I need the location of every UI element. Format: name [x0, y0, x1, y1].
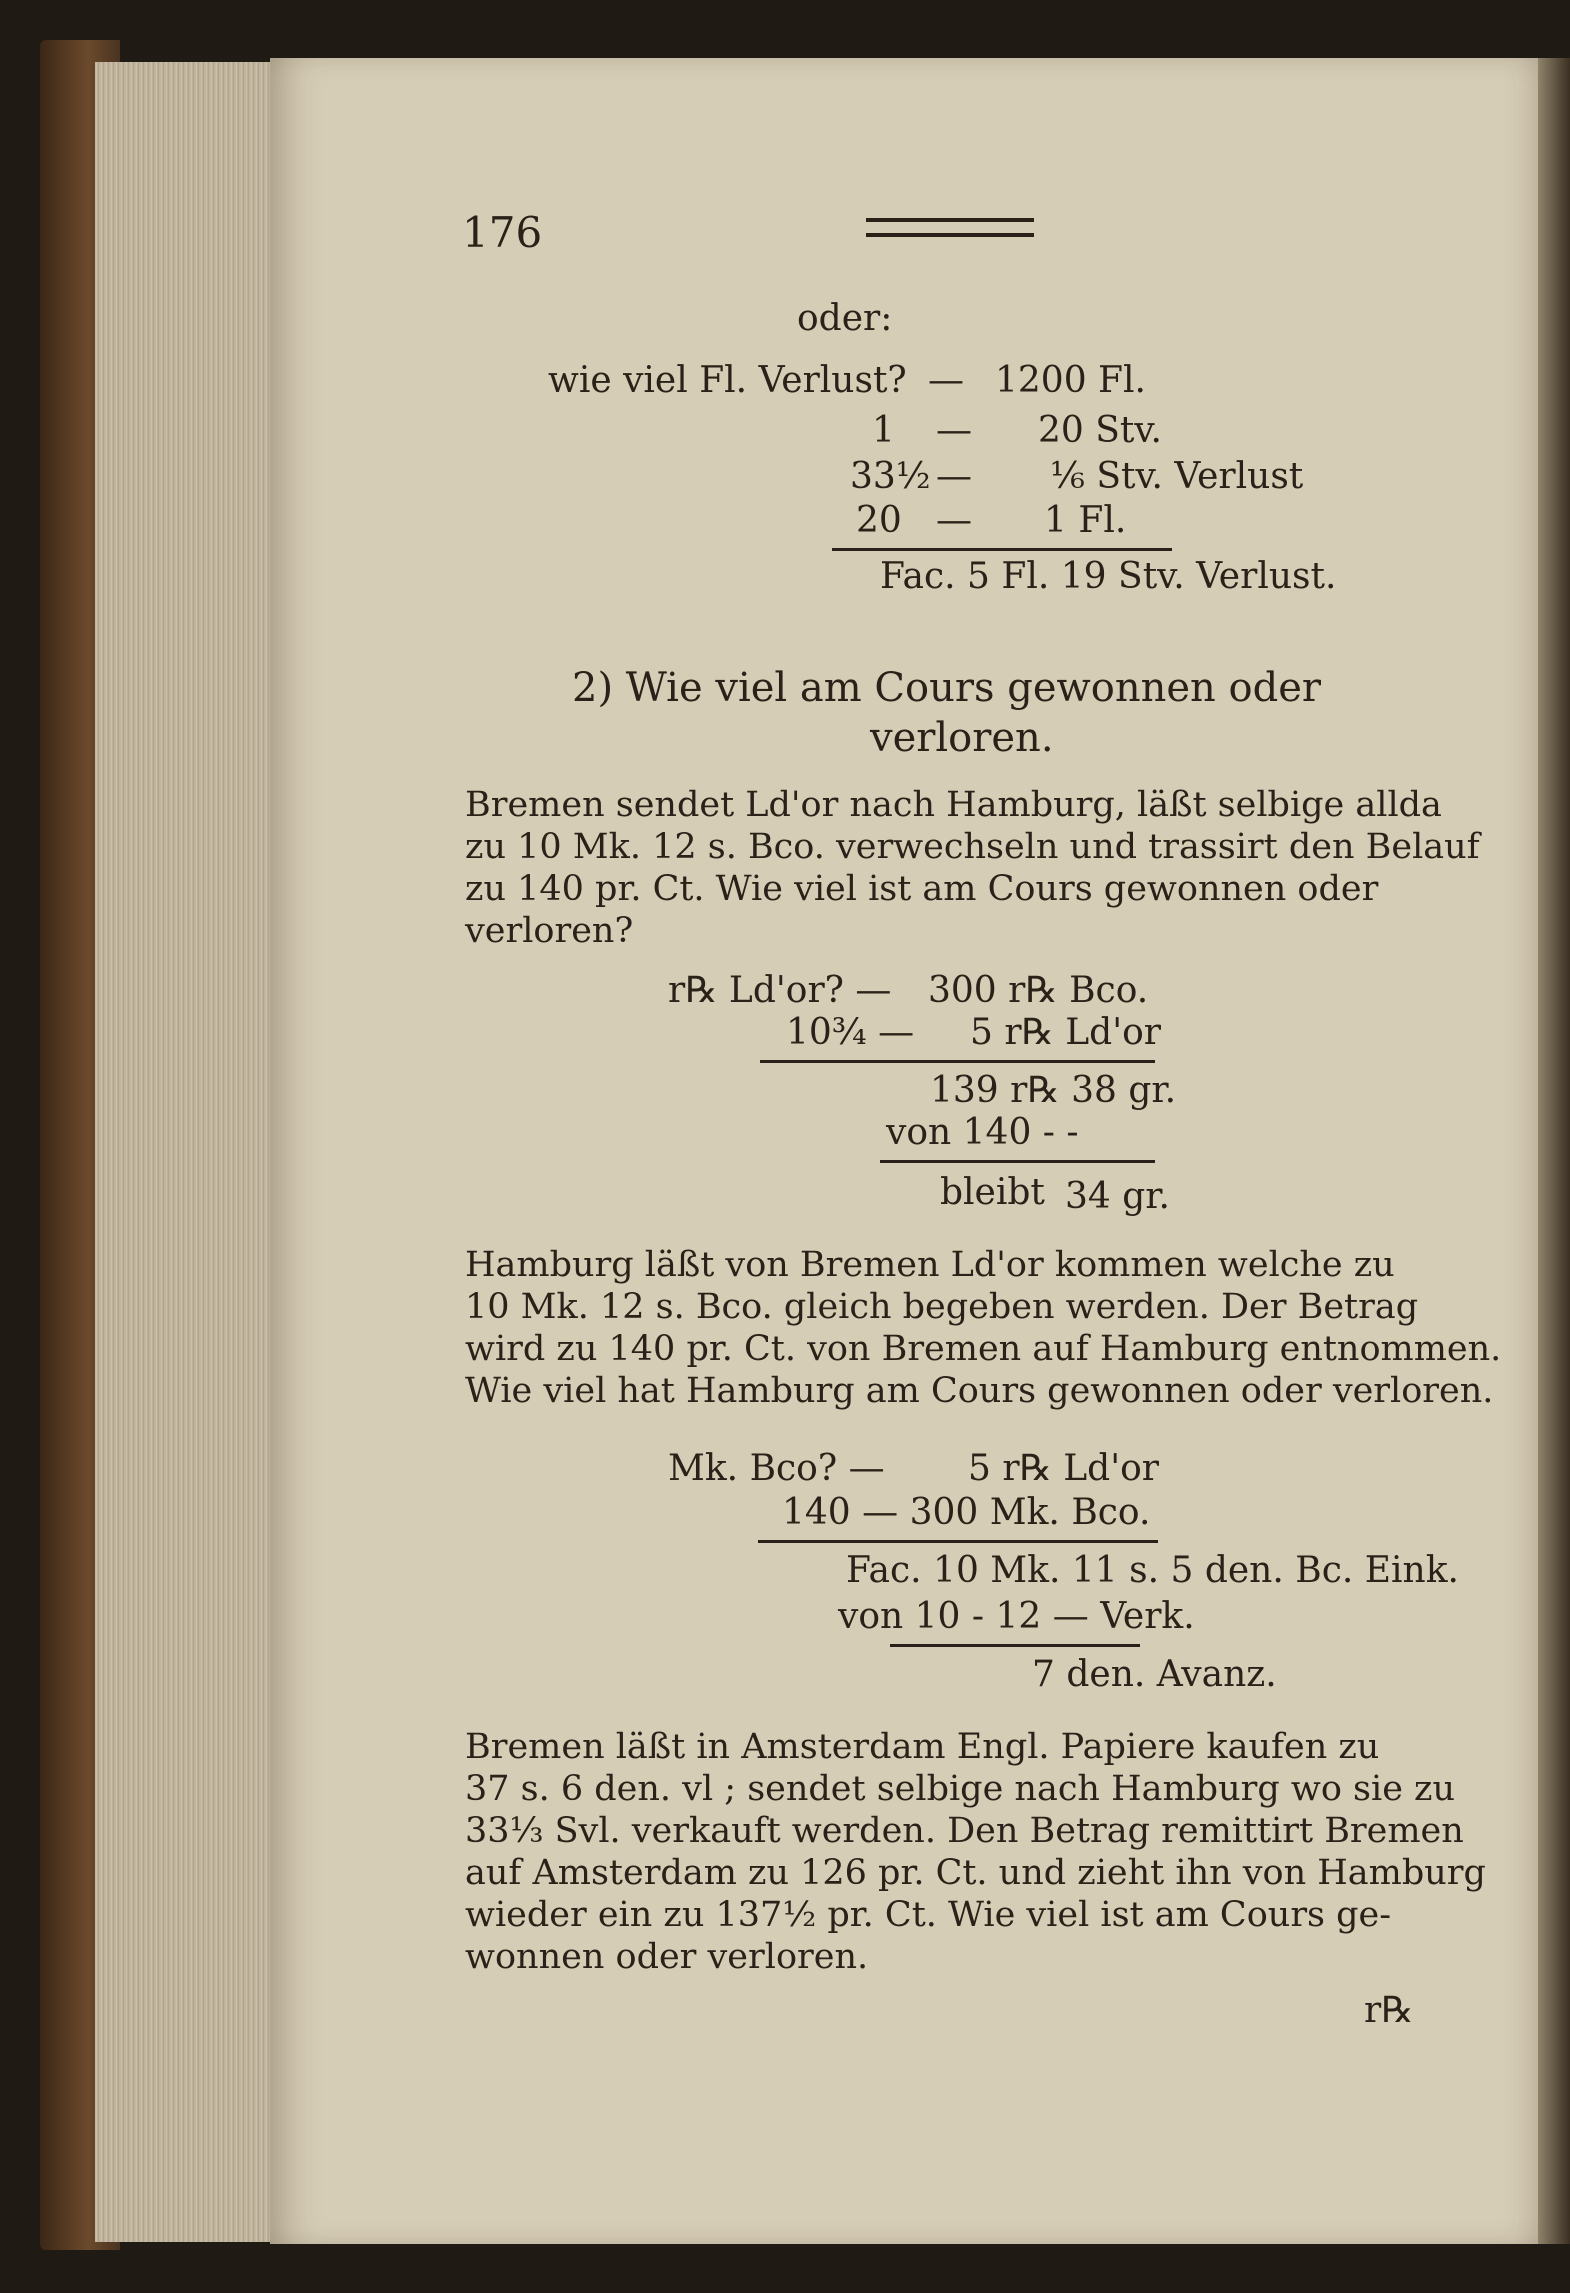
- paragraph-3-line: Bremen läßt in Amsterdam Engl. Papiere kaufen zu: [465, 1727, 1380, 1767]
- calc3-row5: 7 den. Avanz.: [1032, 1654, 1277, 1695]
- calc2-row1-left: r℞ Ld'or? —: [668, 970, 892, 1011]
- calc2-row3: 139 r℞ 38 gr.: [930, 1070, 1177, 1111]
- calc1-row3-dash: —: [936, 500, 972, 541]
- paragraph-2: [465, 1244, 1502, 1412]
- page-gutter: [1538, 58, 1570, 2244]
- paragraph-1-line: zu 140 pr. Ct. Wie viel ist am Cours gewonnen oder: [465, 869, 1379, 909]
- calc1-row0-dash: —: [928, 360, 964, 401]
- calc1-row1-dash: —: [936, 410, 972, 451]
- page-block-edge: [95, 62, 270, 2242]
- calc3-rule-2: [890, 1644, 1140, 1647]
- calc2-row1-right: 300 r℞ Bco.: [928, 970, 1149, 1011]
- calc3-row3: Fac. 10 Mk. 11 s. 5 den. Bc. Eink.: [846, 1550, 1459, 1591]
- paragraph-1-line: verloren?: [465, 911, 634, 951]
- calc3-row4: von 10 - 12 — Verk.: [838, 1596, 1195, 1637]
- calc1-row2-dash: —: [936, 456, 972, 497]
- calc3-row2: 140 — 300 Mk. Bco.: [782, 1492, 1151, 1533]
- calc3-row1-left: Mk. Bco? —: [668, 1448, 885, 1489]
- paragraph-2-line: 10 Mk. 12 s. Bco. gleich begeben werden. Der Betrag: [465, 1287, 1419, 1327]
- calc1-row2-left: 33½: [850, 456, 931, 497]
- catchword: r℞: [1364, 1990, 1414, 2031]
- paragraph-1-line: zu 10 Mk. 12 s. Bco. verwechseln und trassirt den Belauf: [465, 827, 1480, 867]
- paragraph-1-line: Bremen sendet Ld'or nach Hamburg, läßt selbige allda: [465, 785, 1442, 825]
- calc2-rule-1: [760, 1060, 1155, 1063]
- calc1-row0-value: 1200 Fl.: [995, 360, 1146, 401]
- calc2-row4: von 140 - -: [886, 1112, 1079, 1153]
- section-heading-line2: verloren.: [870, 715, 1054, 761]
- paragraph-3-line: 33⅓ Svl. verkauft werden. Den Betrag remittirt Bremen: [465, 1811, 1464, 1851]
- header-ornament: [866, 218, 1034, 237]
- calc1-row1-value: 20 Stv.: [1038, 410, 1162, 451]
- paragraph-3-line: 37 s. 6 den. vl ; sendet selbige nach Hamburg wo sie zu: [465, 1769, 1456, 1809]
- paragraph-3-line: wieder ein zu 137½ pr. Ct. Wie viel ist am Cours ge-: [465, 1895, 1392, 1935]
- paragraph-2-line: Hamburg läßt von Bremen Ld'or kommen welche zu: [465, 1245, 1395, 1285]
- calc2-row2-right: 5 r℞ Ld'or: [970, 1012, 1162, 1053]
- calc1-sum-rule: [832, 548, 1172, 551]
- calc1-row3-left: 20: [856, 500, 902, 541]
- oder-label: oder:: [797, 298, 893, 339]
- calc1-result: Fac. 5 Fl. 19 Stv. Verlust.: [880, 556, 1337, 597]
- calc2-bleibt-value: 34 gr.: [1065, 1176, 1170, 1217]
- paragraph-3-line: wonnen oder verloren.: [465, 1937, 869, 1977]
- paragraph-2-line: Wie viel hat Hamburg am Cours gewonnen oder verloren.: [465, 1371, 1494, 1411]
- paragraph-3-line: auf Amsterdam zu 126 pr. Ct. und zieht ihn von Hamburg: [465, 1853, 1486, 1893]
- paragraph-2-line: wird zu 140 pr. Ct. von Bremen auf Hamburg entnommen.: [465, 1329, 1502, 1369]
- page-number: 176: [462, 208, 543, 257]
- calc2-row2-left: 10¾ —: [786, 1012, 915, 1053]
- question-text: wie viel Fl. Verlust?: [548, 360, 907, 401]
- calc1-row3-value: 1 Fl.: [1044, 500, 1127, 541]
- calc2-bleibt-label: bleibt: [940, 1172, 1045, 1213]
- calc3-rule-1: [758, 1540, 1158, 1543]
- section-heading-line1: 2) Wie viel am Cours gewonnen oder: [572, 665, 1321, 711]
- paragraph-1: [465, 784, 1480, 952]
- calc2-rule-2: [880, 1160, 1155, 1163]
- calc3-row1-right: 5 r℞ Ld'or: [968, 1448, 1160, 1489]
- calc1-row1-left: 1: [872, 410, 895, 451]
- calc1-row2-value: ⅙ Stv. Verlust: [1050, 456, 1304, 497]
- paragraph-3: [465, 1726, 1486, 1978]
